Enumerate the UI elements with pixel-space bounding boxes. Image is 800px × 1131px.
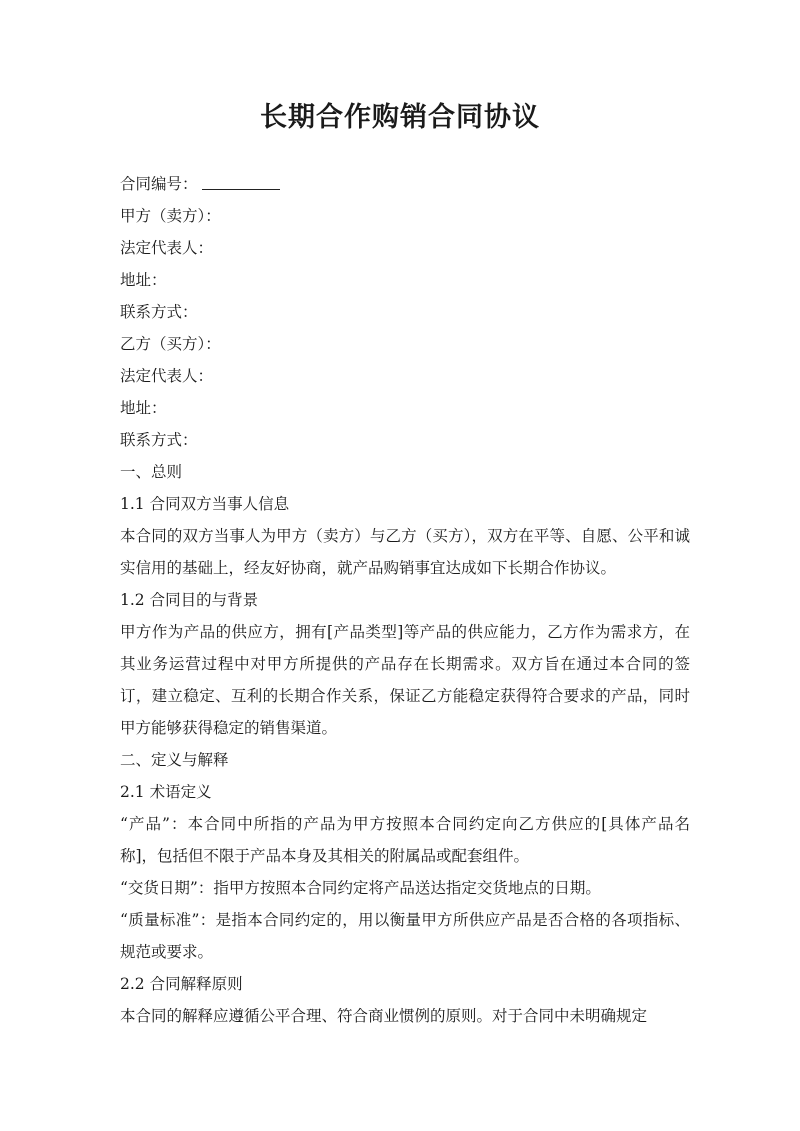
party-b-label: 乙方（买方）：: [120, 335, 221, 353]
document-title: 长期合作购销合同协议: [260, 102, 540, 133]
definition-delivery-date: “交货日期”：指甲方按照本合同约定将产品送达指定交货地点的日期。: [120, 879, 601, 897]
contract-number-blank: [202, 171, 280, 190]
party-a-representative-label: 法定代表人：: [120, 239, 214, 257]
contract-number-label: 合同编号：: [120, 175, 198, 193]
subsection-heading-terms: 2.1 术语定义: [120, 783, 212, 801]
paragraph-purpose: 甲方作为产品的供应方，拥有[产品类型]等产品的供应能力，乙方作为需求方，在其业务运营过程中对甲方所提供的产品存在长期需求。双方旨在通过本合同的签订，建立稳定、互利的长期合作关系，保证乙方能稳定获得符合要求的产品，同时甲方能够获得稳定的销售渠道。: [120, 623, 690, 737]
party-b-contact-label: 联系方式：: [120, 431, 198, 449]
contract-number-field: [120, 168, 690, 200]
subsection-heading-parties: 1.1 合同双方当事人信息: [120, 495, 290, 513]
party-a-label: 甲方（卖方）：: [120, 207, 221, 225]
section-heading-general: 一、总则: [120, 463, 183, 481]
subsection-heading-purpose: 1.2 合同目的与背景: [120, 591, 259, 609]
definition-quality-standard: “质量标准”：是指本合同约定的，用以衡量甲方所供应产品是否合格的各项指标、规范或要求。: [120, 911, 690, 961]
party-a-address-label: 地址：: [120, 271, 167, 289]
paragraph-parties: 本合同的双方当事人为甲方（卖方）与乙方（买方），双方在平等、自愿、公平和诚实信用的基础上，经友好协商，就产品购销事宜达成如下长期合作协议。: [120, 527, 690, 577]
party-b-representative-label: 法定代表人：: [120, 367, 214, 385]
subsection-heading-interpretation: 2.2 合同解释原则: [120, 975, 243, 993]
party-b-address-label: 地址：: [120, 399, 167, 417]
definition-product: “产品”：本合同中所指的产品为甲方按照本合同约定向乙方供应的[具体产品名称]，包括但不限于产品本身及其相关的附属品或配套组件。: [120, 815, 690, 865]
paragraph-interpretation: 本合同的解释应遵循公平合理、符合商业惯例的原则。对于合同中未明确规定: [120, 1007, 648, 1025]
party-a-contact-label: 联系方式：: [120, 303, 198, 321]
section-heading-definitions: 二、定义与解释: [120, 751, 229, 769]
document-body: [120, 168, 690, 1032]
